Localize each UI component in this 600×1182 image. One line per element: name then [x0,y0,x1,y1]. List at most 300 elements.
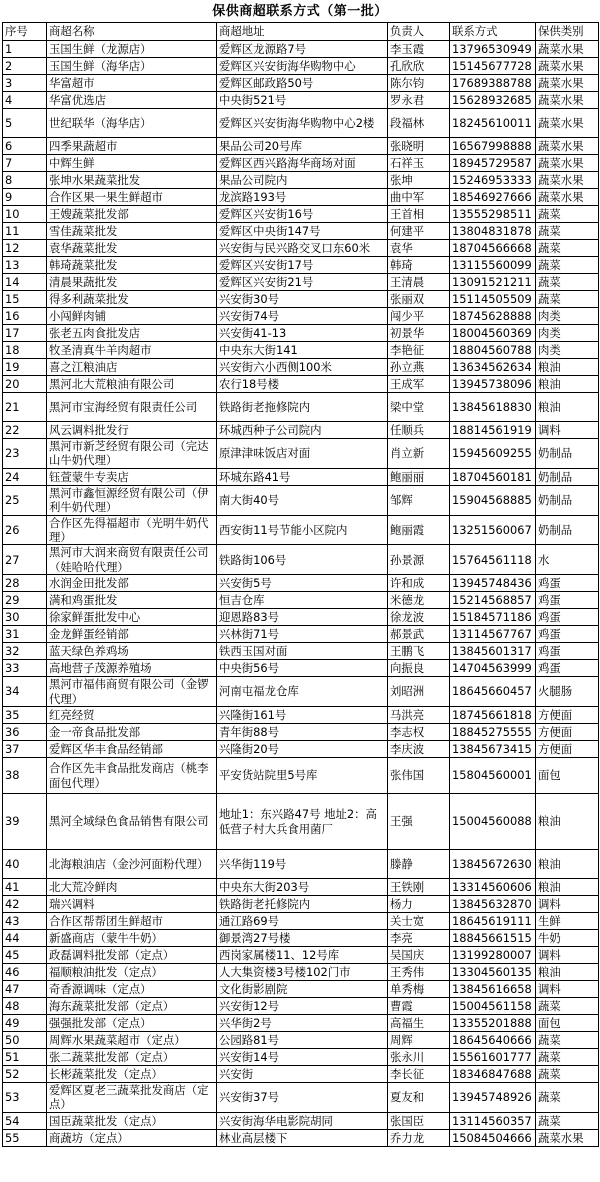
row-category: 方便面 [536,707,599,724]
row-person: 夏友和 [388,1083,450,1113]
table-row [3,109,599,138]
row-phone: 18745628888 [450,308,536,325]
header-no: 序号 [3,23,47,41]
row-person: 任顺兵 [388,422,450,439]
table-row [3,485,599,515]
row-address: 河南屯福龙仓库 [217,677,388,707]
row-category: 调料 [536,422,599,439]
row-store-name: 风云调料批发行 [47,422,217,439]
row-phone: 15084504666 [450,1129,536,1146]
row-address: 兴林街71号 [217,626,388,643]
row-store-name: 喜之江粮油店 [47,359,217,376]
table-row [3,1066,599,1083]
row-address: 中央街56号 [217,660,388,677]
row-store-name: 海东蔬菜批发部（定点） [47,998,217,1015]
row-address: 通江路69号 [217,913,388,930]
row-number: 36 [3,724,47,741]
row-phone: 15004561158 [450,998,536,1015]
row-address: 兴华街2号 [217,1015,388,1032]
row-number: 19 [3,359,47,376]
row-address: 兴安街37号 [217,1083,388,1113]
row-store-name: 北大荒冷鲜肉 [47,879,217,896]
row-store-name: 徐家鲜蛋批发中心 [47,609,217,626]
row-address: 爱辉区兴安街海华购物中心2楼 [217,109,388,138]
row-number: 7 [3,155,47,172]
table-row [3,291,599,308]
table-row [3,376,599,393]
row-address: 兴安街14号 [217,1049,388,1066]
row-category: 奶制品 [536,485,599,515]
row-category: 鸡蛋 [536,626,599,643]
row-number: 2 [3,58,47,75]
row-number: 23 [3,439,47,469]
row-person: 杨力 [388,896,450,913]
row-number: 38 [3,758,47,794]
row-category: 肉类 [536,342,599,359]
document-title: 保供商超联系方式（第一批） [212,4,388,19]
row-number: 55 [3,1129,47,1146]
row-person: 王成军 [388,376,450,393]
row-person: 陈尔钧 [388,75,450,92]
table-row [3,342,599,359]
row-store-name: 王嫂蔬菜批发部 [47,206,217,223]
row-address: 果品公司院内 [217,172,388,189]
row-number: 32 [3,643,47,660]
row-phone: 13251560067 [450,515,536,545]
row-person: 石祥玉 [388,155,450,172]
row-phone: 13314560606 [450,879,536,896]
row-number: 31 [3,626,47,643]
row-address: 环城东路41号 [217,468,388,485]
header-phone: 联系方式 [450,23,536,41]
row-address: 爱辉区兴安街16号 [217,206,388,223]
row-person: 王铁刚 [388,879,450,896]
row-person: 孔欣欣 [388,58,450,75]
row-address: 林业高层楼下 [217,1129,388,1146]
row-store-name: 金龙鲜蛋经销部 [47,626,217,643]
row-store-name: 四季果蔬超市 [47,138,217,155]
table-row [3,724,599,741]
row-phone: 13845673415 [450,741,536,758]
row-person: 王清晨 [388,274,450,291]
table-row [3,223,599,240]
row-category: 方便面 [536,741,599,758]
row-person: 鲍丽霞 [388,515,450,545]
row-person: 孙景源 [388,545,450,575]
row-phone: 18546927666 [450,189,536,206]
row-person: 单秀梅 [388,981,450,998]
row-phone: 18645619111 [450,913,536,930]
table-row [3,1112,599,1129]
row-number: 35 [3,707,47,724]
row-store-name: 蓝天绿色养鸡场 [47,643,217,660]
row-store-name: 合作区果一果生鲜超市 [47,189,217,206]
row-store-name: 瑞兴调料 [47,896,217,913]
row-phone: 13945748436 [450,575,536,592]
table-row [3,422,599,439]
row-category: 粮油 [536,879,599,896]
table-row [3,660,599,677]
row-store-name: 高地营子茂源养殖场 [47,660,217,677]
row-person: 张丽双 [388,291,450,308]
row-person: 梁中堂 [388,393,450,422]
row-person: 李玉霞 [388,41,450,58]
row-phone: 15904568885 [450,485,536,515]
row-phone: 18645660457 [450,677,536,707]
row-person: 孙立燕 [388,359,450,376]
row-store-name: 小闯鲜肉铺 [47,308,217,325]
row-address: 兴安街5号 [217,575,388,592]
row-number: 12 [3,240,47,257]
row-category: 鸡蛋 [536,643,599,660]
row-phone: 13804831878 [450,223,536,240]
row-phone: 13304560135 [450,964,536,981]
header-category: 保供类别 [536,23,599,41]
row-address: 兴安街74号 [217,308,388,325]
row-store-name: 黑河市福伟商贸有限公司（金锣代理） [47,677,217,707]
row-address: 爱辉区龙源路7号 [217,41,388,58]
row-number: 49 [3,1015,47,1032]
row-person: 王强 [388,794,450,850]
row-store-name: 合作区先丰食品批发商店（桃李面包代理） [47,758,217,794]
table-row [3,274,599,291]
row-number: 50 [3,1032,47,1049]
row-category: 方便面 [536,724,599,741]
row-number: 3 [3,75,47,92]
table-row [3,794,599,850]
row-phone: 18704566668 [450,240,536,257]
row-store-name: 北海粮油店（金沙河面粉代理） [47,850,217,879]
table-row [3,545,599,575]
row-person: 张永川 [388,1049,450,1066]
table-row [3,998,599,1015]
row-phone: 15628932685 [450,92,536,109]
row-person: 曹霞 [388,998,450,1015]
row-address: 兴隆街161号 [217,707,388,724]
row-category: 蔬菜 [536,1049,599,1066]
row-number: 37 [3,741,47,758]
row-address: 南大街40号 [217,485,388,515]
row-number: 9 [3,189,47,206]
row-person: 滕静 [388,850,450,879]
row-number: 10 [3,206,47,223]
row-category: 肉类 [536,325,599,342]
row-category: 火腿肠 [536,677,599,707]
row-number: 17 [3,325,47,342]
table-row [3,1049,599,1066]
row-store-name: 国臣蔬菜批发（定点） [47,1112,217,1129]
row-address: 平安货站院里5号库 [217,758,388,794]
table-row [3,643,599,660]
row-category: 面包 [536,1015,599,1032]
row-category: 粮油 [536,359,599,376]
row-category: 面包 [536,758,599,794]
table-row [3,172,599,189]
row-person: 周辉 [388,1032,450,1049]
row-phone: 13845601317 [450,643,536,660]
row-number: 48 [3,998,47,1015]
row-person: 李长征 [388,1066,450,1083]
row-address: 果品公司20号库 [217,138,388,155]
row-phone: 18704560181 [450,468,536,485]
row-category: 粮油 [536,794,599,850]
row-category: 蔬菜 [536,274,599,291]
table-row [3,981,599,998]
table-row [3,626,599,643]
table-row [3,947,599,964]
row-phone: 13199280007 [450,947,536,964]
row-address: 地址1：东兴路47号 地址2：高低营子村大兵食用菌厂 [217,794,388,850]
row-store-name: 牧圣清真牛羊肉超市 [47,342,217,359]
row-category: 肉类 [536,308,599,325]
row-phone: 13114560357 [450,1112,536,1129]
row-store-name: 华富优选店 [47,92,217,109]
row-phone: 15114505509 [450,291,536,308]
row-store-name: 爱辉区夏老三蔬菜批发商店（定点） [47,1083,217,1113]
row-store-name: 张二蔬菜批发部（定点） [47,1049,217,1066]
row-phone: 15246953333 [450,172,536,189]
row-number: 46 [3,964,47,981]
row-person: 鲍丽丽 [388,468,450,485]
row-category: 蔬菜水果 [536,41,599,58]
row-person: 徐龙波 [388,609,450,626]
row-phone: 14704563999 [450,660,536,677]
row-category: 蔬菜水果 [536,155,599,172]
row-address: 人大集资楼3号楼102门市 [217,964,388,981]
row-store-name: 爱辉区华丰食品经销部 [47,741,217,758]
row-person: 初景华 [388,325,450,342]
row-store-name: 袁华蔬菜批发 [47,240,217,257]
table-header-row [3,23,599,41]
row-number: 25 [3,485,47,515]
row-category: 蔬菜 [536,257,599,274]
row-category: 蔬菜 [536,998,599,1015]
row-store-name: 玉国生鲜（龙源店） [47,41,217,58]
contact-table [2,22,599,1147]
table-row [3,325,599,342]
row-address: 铁路街老托修院内 [217,896,388,913]
table-row [3,138,599,155]
row-category: 蔬菜 [536,1032,599,1049]
table-row [3,1129,599,1146]
row-person: 袁华 [388,240,450,257]
row-address: 原津津味饭店对面 [217,439,388,469]
row-number: 4 [3,92,47,109]
table-row [3,240,599,257]
row-number: 40 [3,850,47,879]
row-store-name: 黑河市新芝经贸有限公司（完达山牛奶代理） [47,439,217,469]
row-store-name: 钰萱蒙牛专卖店 [47,468,217,485]
table-row [3,359,599,376]
row-person: 王鹏飞 [388,643,450,660]
row-person: 何建平 [388,223,450,240]
row-phone: 18245610011 [450,109,536,138]
row-category: 蔬菜水果 [536,189,599,206]
row-store-name: 奇香源调味（定点） [47,981,217,998]
row-person: 闯少平 [388,308,450,325]
table-row [3,58,599,75]
row-store-name: 红亮经贸 [47,707,217,724]
row-phone: 13091521211 [450,274,536,291]
row-number: 43 [3,913,47,930]
row-phone: 13634562634 [450,359,536,376]
header-address: 商超地址 [217,23,388,41]
row-number: 51 [3,1049,47,1066]
row-store-name: 黑河全域绿色食品销售有限公司 [47,794,217,850]
row-category: 蔬菜水果 [536,92,599,109]
table-body [3,41,599,1147]
row-person: 乔力龙 [388,1129,450,1146]
table-row [3,741,599,758]
table-row [3,879,599,896]
row-number: 13 [3,257,47,274]
row-phone: 18945729587 [450,155,536,172]
row-store-name: 黑河市大润来商贸有限责任公司（娃哈哈代理） [47,545,217,575]
row-number: 8 [3,172,47,189]
row-number: 14 [3,274,47,291]
header-person: 负责人 [388,23,450,41]
table-row [3,964,599,981]
row-address: 爱辉区兴安街21号 [217,274,388,291]
row-address: 青年街88号 [217,724,388,741]
row-phone: 15145677728 [450,58,536,75]
row-person: 曲中军 [388,189,450,206]
row-address: 兴隆街20号 [217,741,388,758]
row-person: 罗永君 [388,92,450,109]
row-address: 龙滨路193号 [217,189,388,206]
row-phone: 13114567767 [450,626,536,643]
row-number: 44 [3,930,47,947]
row-person: 吴国庆 [388,947,450,964]
row-number: 21 [3,393,47,422]
row-address: 中央东大街203号 [217,879,388,896]
row-category: 牛奶 [536,930,599,947]
row-phone: 18745661818 [450,707,536,724]
row-number: 52 [3,1066,47,1083]
table-row [3,257,599,274]
row-category: 蔬菜 [536,291,599,308]
table-row [3,913,599,930]
row-number: 1 [3,41,47,58]
table-row [3,468,599,485]
row-address: 爱辉区中央街147号 [217,223,388,240]
table-row [3,189,599,206]
row-address: 兴安街30号 [217,291,388,308]
row-store-name: 福顺粮油批发（定点） [47,964,217,981]
row-number: 27 [3,545,47,575]
row-store-name: 政磊调料批发部（定点） [47,947,217,964]
table-row [3,609,599,626]
row-category: 生鲜 [536,913,599,930]
row-category: 蔬菜 [536,1083,599,1113]
table-row [3,575,599,592]
row-phone: 18845661515 [450,930,536,947]
row-phone: 13845618830 [450,393,536,422]
row-store-name: 华富超市 [47,75,217,92]
table-row [3,92,599,109]
row-category: 蔬菜水果 [536,1129,599,1146]
table-row [3,75,599,92]
row-address: 爱辉区邮政路50号 [217,75,388,92]
row-address: 西岗家属楼11、12号库 [217,947,388,964]
row-store-name: 得多利蔬菜批发 [47,291,217,308]
row-category: 蔬菜 [536,206,599,223]
row-category: 蔬菜水果 [536,172,599,189]
table-row [3,393,599,422]
table-row [3,850,599,879]
row-phone: 13845672630 [450,850,536,879]
row-address: 兴安街与民兴路交叉口东60米 [217,240,388,257]
row-category: 调料 [536,947,599,964]
row-phone: 13115560099 [450,257,536,274]
row-address: 铁路街106号 [217,545,388,575]
row-person: 段福林 [388,109,450,138]
row-address: 兴安街 [217,1066,388,1083]
row-number: 39 [3,794,47,850]
row-person: 肖立新 [388,439,450,469]
row-phone: 18804560788 [450,342,536,359]
row-number: 22 [3,422,47,439]
row-number: 34 [3,677,47,707]
row-store-name: 清晨果蔬批发 [47,274,217,291]
row-phone: 13945748926 [450,1083,536,1113]
row-phone: 13945738096 [450,376,536,393]
row-store-name: 张坤水果蔬菜批发 [47,172,217,189]
row-category: 奶制品 [536,439,599,469]
row-category: 鸡蛋 [536,609,599,626]
row-person: 许和成 [388,575,450,592]
row-store-name: 金一帝食品批发部 [47,724,217,741]
row-number: 26 [3,515,47,545]
row-address: 兴安街六小西侧100米 [217,359,388,376]
row-category: 蔬菜 [536,223,599,240]
row-phone: 15004560088 [450,794,536,850]
row-number: 18 [3,342,47,359]
row-category: 粮油 [536,393,599,422]
row-store-name: 合作区先得福超市（光明牛奶代理） [47,515,217,545]
row-phone: 18845275555 [450,724,536,741]
row-person: 李志权 [388,724,450,741]
row-address: 环城西种子公司院内 [217,422,388,439]
row-store-name: 长彬蔬菜批发（定点） [47,1066,217,1083]
table-row [3,758,599,794]
row-address: 御景湾27号楼 [217,930,388,947]
row-phone: 13555298511 [450,206,536,223]
table-row [3,677,599,707]
table-row [3,155,599,172]
row-phone: 15214568857 [450,592,536,609]
row-category: 调料 [536,981,599,998]
row-store-name: 中辉生鲜 [47,155,217,172]
row-person: 李艳征 [388,342,450,359]
table-row [3,1032,599,1049]
table-row [3,1015,599,1032]
row-address: 公园路81号 [217,1032,388,1049]
row-address: 兴安街12号 [217,998,388,1015]
row-address: 中央东大街141 [217,342,388,359]
row-person: 马洪亮 [388,707,450,724]
row-category: 蔬菜水果 [536,75,599,92]
row-number: 41 [3,879,47,896]
row-store-name: 周辉水果蔬菜超市（定点） [47,1032,217,1049]
row-address: 中央街521号 [217,92,388,109]
row-phone: 15764561118 [450,545,536,575]
row-store-name: 合作区帮帮团生鲜超市 [47,913,217,930]
row-category: 鸡蛋 [536,592,599,609]
row-address: 文化街影剧院 [217,981,388,998]
row-phone: 15945609255 [450,439,536,469]
row-store-name: 商蔬坊（定点） [47,1129,217,1146]
